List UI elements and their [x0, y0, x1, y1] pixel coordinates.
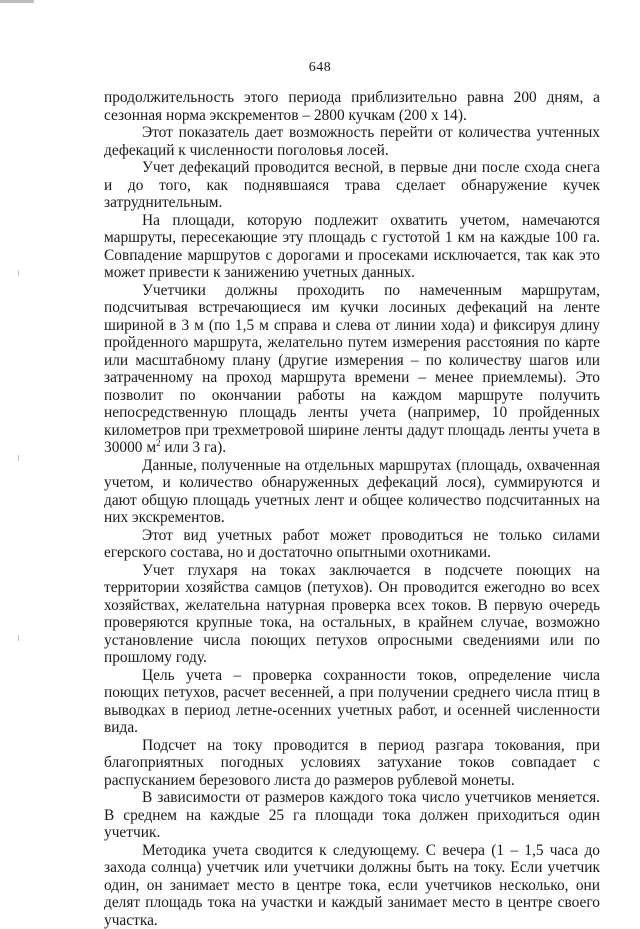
paragraph: продолжительность этого периода приблизительно равна 200 дням, а сезонная норма экскрементов – 2800 кучкам (200 x 14). [104, 89, 600, 124]
paragraph: Методика учета сводится к следующему. С вечера (1 – 1,5 часа до захода солнца) учетчик или учетчики должны быть на току. Если учетчик один, он занимает место в центре тока, если учетчиков несколько, они делят площадь тока на участки и каждый занимает место в центре своего участка. [104, 842, 600, 929]
document-body [104, 89, 600, 929]
page-number: 648 [0, 60, 640, 76]
paragraph: Этот показатель дает возможность перейти от количества учтенных дефекаций к численности поголовья лосей. [104, 124, 600, 159]
paragraph: На площади, которую подлежит охватить учетом, намечаются маршруты, пересекающие эту площадь с густотой 1 км на каждые 100 га. Совпадение маршрутов с дорогами и просеками исключается, так как это может привести к занижению учетных данных. [104, 212, 600, 282]
paragraph: Данные, полученные на отдельных маршрутах (площадь, охваченная учетом, и количество обнаруженных дефекаций лося), суммируются и дают общую площадь учетных лент и общее количество подсчитанных на них экскрементов. [104, 457, 600, 527]
superscript-exponent: 2 [156, 438, 161, 448]
scan-edge-mark [0, 0, 34, 3]
paragraph: Учет дефекаций проводится весной, в первые дни после схода снега и до того, как поднявшаяся трава сделает обнаружение кучек затруднительным. [104, 159, 600, 212]
paragraph-text: Учетчики должны проходить по намеченным маршрутам, подсчитывая встречающиеся им кучки лосиных дефекаций на ленте шириной в 3 м (по 1,5 м справа и слева от линии хода) и фиксируя длину пройденного маршрута, желательно путем измерения расстояния по карте или масштабному плану (другие измерения – по количеству шагов или затраченному на проход маршрута времени – менее приемлемы). Это позволит по окончании работы на каждом маршруте получить непосредственную площадь ленты учета (например, 10 пройденных километров при трехметровой ширине ленты дадут площадь ленты учета в 30000 м [104, 282, 600, 457]
paragraph: Учет глухаря на токах заключается в подсчете поющих на территории хозяйства самцов (петухов). Он проводится ежегодно во всех хозяйствах, желательна натурная проверка всех токов. В первую очередь проверяются крупные тока, на остальных, в крайнем случае, возможно установление числа поющих петухов опросными сведениями или по прошлому году. [104, 562, 600, 667]
paragraph [104, 282, 600, 457]
paragraph: Этот вид учетных работ может проводиться не только силами егерского состава, но и достаточно опытными охотниками. [104, 527, 600, 562]
binding-hole-mark [18, 635, 19, 641]
paragraph: В зависимости от размеров каждого тока число учетчиков меняется. В среднем на каждые 25 га площади тока должен приходиться один учетчик. [104, 789, 600, 842]
paragraph: Цель учета – проверка сохранности токов, определение числа поющих петухов, расчет весенней, а при получении среднего числа птиц в выводках в период летне-осенних учетных работ, и осенней численности вида. [104, 667, 600, 737]
binding-hole-mark [18, 455, 19, 461]
binding-hole-mark [18, 270, 19, 276]
paragraph: Подсчет на току проводится в период разгара токования, при благоприятных погодных условиях затухание токов совпадает с распусканием березового листа до размеров рублевой монеты. [104, 737, 600, 790]
paragraph-text-tail: или 3 га). [161, 439, 227, 456]
